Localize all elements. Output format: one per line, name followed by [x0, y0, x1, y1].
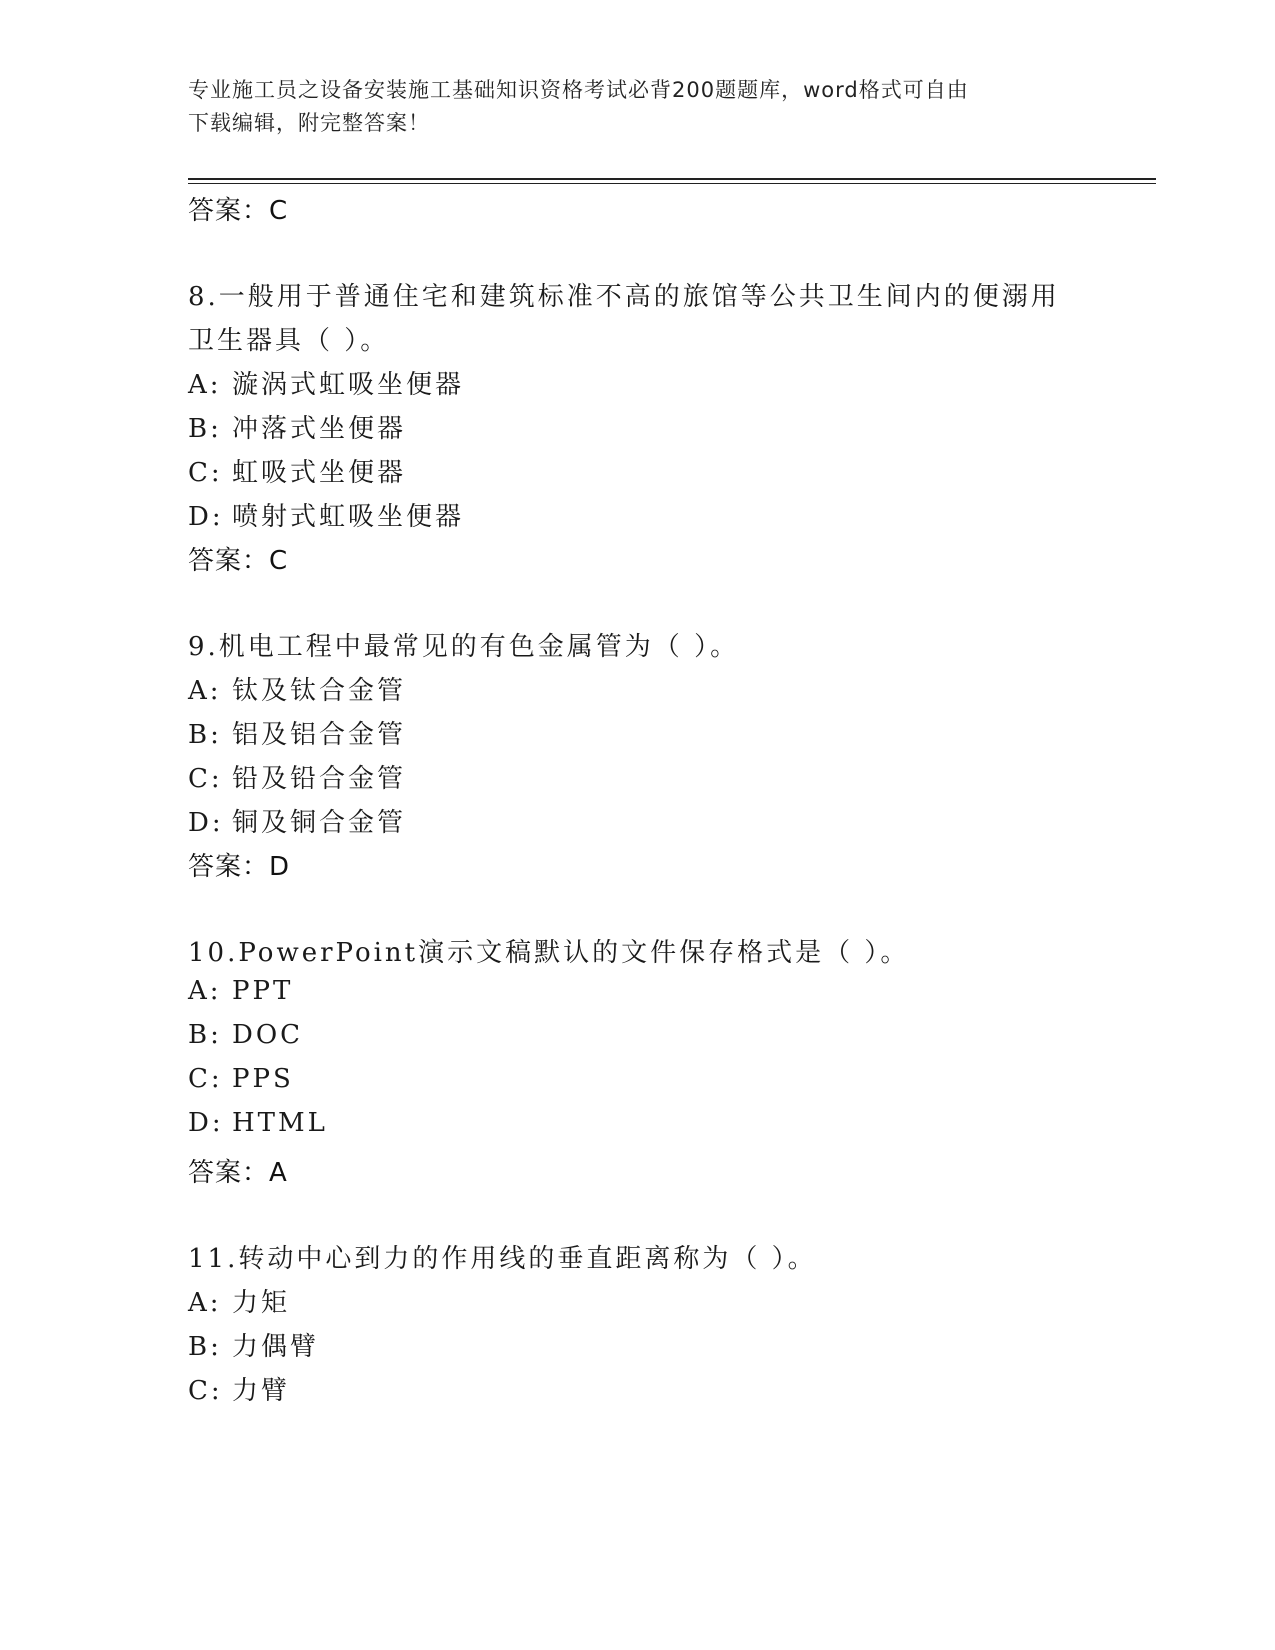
question-9-option-d [188, 802, 406, 839]
option-letter: A: [188, 1288, 222, 1318]
option-text: 力臂 [232, 1376, 291, 1406]
question-10-answer: 答案：A [188, 1158, 288, 1188]
question-10-stem: 10.PowerPoint演示文稿默认的文件保存格式是（ ）。 [188, 938, 910, 968]
option-letter: C: [188, 1376, 223, 1406]
option-text: PPS [232, 1064, 294, 1094]
option-letter: B: [188, 1332, 222, 1362]
question-11-stem: 11.转动中心到力的作用线的垂直距离称为（ ）。 [188, 1244, 817, 1274]
option-text: 喷射式虹吸坐便器 [232, 502, 465, 532]
option-letter: A: [188, 370, 222, 400]
option-letter: B: [188, 720, 222, 750]
question-8-option-a [188, 364, 464, 401]
option-text: 铅及铅合金管 [232, 764, 407, 794]
question-9-option-c [188, 758, 406, 795]
question-8-stem-line-2: 卫生器具（ ）。 [188, 326, 390, 356]
header-divider [188, 178, 1156, 184]
option-letter: B: [188, 1020, 222, 1050]
question-11-option-c [188, 1370, 290, 1407]
option-letter: C: [188, 1064, 223, 1094]
option-text: HTML [232, 1108, 328, 1138]
option-text: DOC [232, 1020, 304, 1050]
option-text: 漩涡式虹吸坐便器 [232, 370, 465, 400]
question-10-option-b [188, 1020, 303, 1050]
question-11-option-b [188, 1326, 319, 1363]
question-8-answer: 答案：C [188, 546, 289, 576]
question-9-option-b [188, 714, 406, 751]
option-letter: D: [188, 502, 224, 532]
question-8-option-c [188, 452, 406, 489]
header-line-2: 下载编辑，附完整答案！ [188, 111, 430, 135]
option-text: 冲落式坐便器 [232, 414, 407, 444]
previous-answer: 答案：C [188, 196, 289, 226]
option-text: 钛及钛合金管 [232, 676, 407, 706]
option-letter: C: [188, 764, 223, 794]
option-letter: D: [188, 1108, 224, 1138]
option-text: 铝及铝合金管 [232, 720, 407, 750]
option-text: PPT [232, 976, 294, 1006]
option-letter: A: [188, 676, 222, 706]
option-text: 力矩 [232, 1288, 291, 1318]
question-10-option-a [188, 976, 293, 1006]
question-8-option-d [188, 496, 464, 533]
document-header [188, 74, 1088, 140]
option-letter: A: [188, 976, 222, 1006]
option-text: 虹吸式坐便器 [232, 458, 407, 488]
option-letter: B: [188, 414, 222, 444]
question-8-stem-line-1: 8.一般用于普通住宅和建筑标准不高的旅馆等公共卫生间内的便溺用 [188, 282, 1060, 312]
question-8-option-b [188, 408, 406, 445]
question-9-stem: 9.机电工程中最常见的有色金属管为（ ）。 [188, 632, 740, 662]
header-line-1: 专业施工员之设备安装施工基础知识资格考试必背200题题库，word格式可自由 [188, 78, 969, 102]
option-text: 力偶臂 [232, 1332, 320, 1362]
option-letter: D: [188, 808, 224, 838]
question-11-option-a [188, 1282, 290, 1319]
option-letter: C: [188, 458, 223, 488]
option-text: 铜及铜合金管 [232, 808, 407, 838]
question-10-option-c [188, 1064, 294, 1094]
question-10-option-d [188, 1108, 328, 1138]
question-9-option-a [188, 670, 406, 707]
question-9-answer: 答案：D [188, 852, 291, 882]
